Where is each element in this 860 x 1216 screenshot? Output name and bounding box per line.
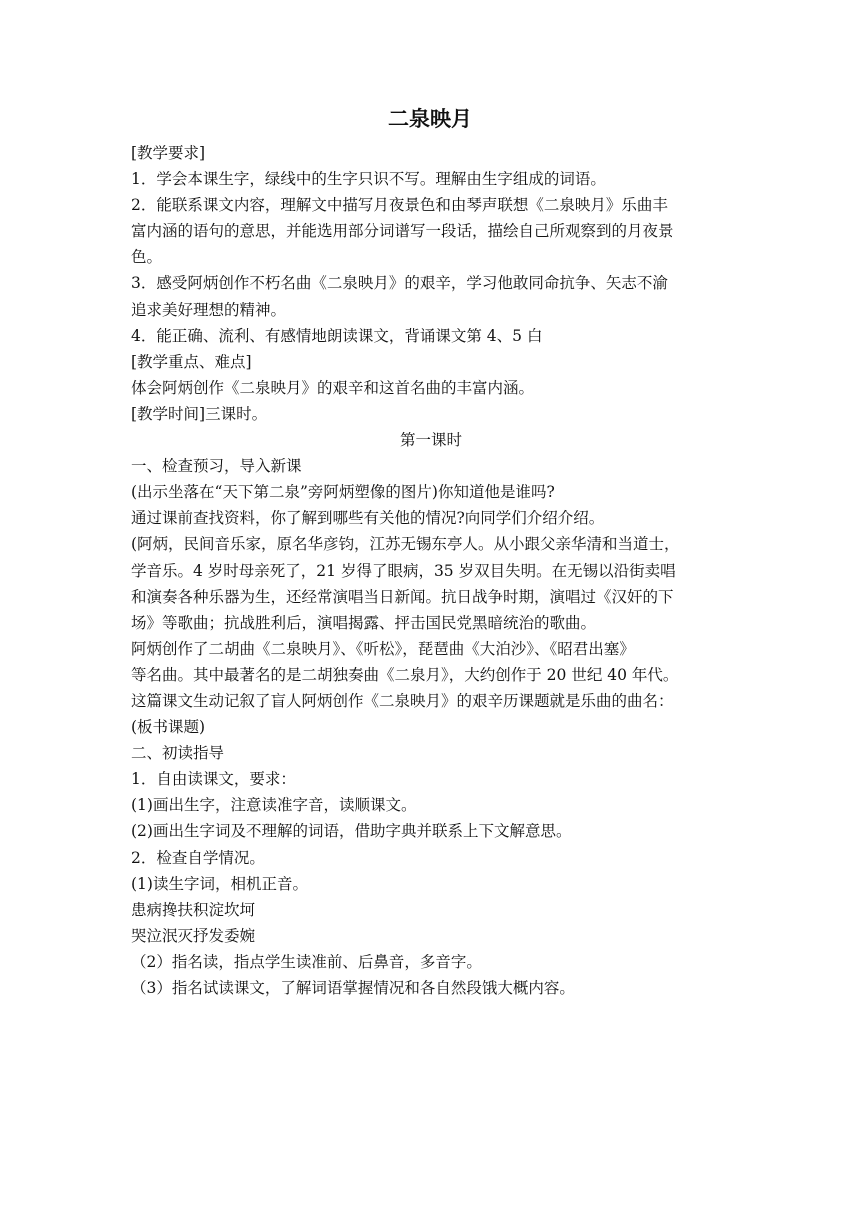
list-item: (1)画出生字，注意读准字音，读顺课文。 xyxy=(131,796,417,815)
list-item: （2）指名读，指点学生读准前、后鼻音，多音字。 xyxy=(131,952,482,971)
paragraph-line: 等名曲。其中最著名的是二胡独奏曲《二泉月》，大约创作于 20 世纪 40 年代。 xyxy=(131,665,679,684)
requirement-2-line-2: 富内涵的语句的意思，并能选用部分词谱写一段话，描绘自己所观察到的月夜景 xyxy=(131,222,674,241)
requirement-2-line-1: 2．能联系课文内容，理解文中描写月夜景色和由琴声联想《二泉映月》乐曲丰 xyxy=(131,196,668,215)
paragraph-line: (出示坐落在“天下第二泉”旁阿炳塑像的图片)你知道他是谁吗? xyxy=(131,483,555,502)
paragraph-line: 学音乐。4 岁时母亲死了，21 岁得了眼病，35 岁双目失明。在无锡以沿街卖唱 xyxy=(131,561,676,580)
step-1-heading: 一、检查预习，导入新课 xyxy=(131,457,302,476)
section-heading-key-points: [教学重点、难点] xyxy=(131,352,252,371)
requirement-2-line-3: 色。 xyxy=(131,248,163,267)
requirement-1: 1．学会本课生字，绿线中的生字只识不写。理解由生字组成的词语。 xyxy=(131,170,606,189)
section-heading-requirements: [教学要求] xyxy=(131,144,206,162)
key-points-text: 体会阿炳创作《二泉映月》的艰辛和这首名曲的丰富内涵。 xyxy=(131,378,535,397)
requirement-4: 4．能正确、流利、有感情地朗读课文，背诵课文第 4、5 白 xyxy=(131,326,543,345)
paragraph-line: (板书课题) xyxy=(131,718,206,737)
list-item: 2．检查自学情况。 xyxy=(131,848,265,867)
section-heading-time: [教学时间]三课时。 xyxy=(131,404,268,423)
list-item: 1．自由读课文，要求： xyxy=(131,770,296,789)
document-title: 二泉映月 xyxy=(388,107,472,131)
paragraph-line: 通过课前查找资料，你了解到哪些有关他的情况?向同学们介绍介绍。 xyxy=(131,509,605,528)
vocabulary-line-1: 患病搀扶积淀坎坷 xyxy=(131,900,256,919)
paragraph-line: 阿炳创作了二胡曲《二泉映月》、《听松》，琵琶曲《大泊沙》、《昭君出塞》 xyxy=(131,639,635,658)
requirement-3-line-2: 追求美好理想的精神。 xyxy=(131,300,287,319)
paragraph-line: 场》等歌曲；抗战胜利后，演唱揭露、抨击国民党黑暗统治的歌曲。 xyxy=(131,613,597,632)
vocabulary-line-2: 哭泣泯灭抒发委婉 xyxy=(131,926,256,945)
list-item: （3）指名试读课文，了解词语掌握情况和各自然段饿大概内容。 xyxy=(131,979,575,997)
paragraph-line: 和演奏各种乐器为生，还经常演唱当日新闻。抗日战争时期，演唱过《汉奸的下 xyxy=(131,587,674,606)
list-item: (1)读生字词，相机正音。 xyxy=(131,874,308,893)
paragraph-line: (阿炳，民间音乐家，原名华彦钧，江苏无锡东亭人。从小跟父亲华清和当道士， xyxy=(131,535,680,554)
step-2-heading: 二、初读指导 xyxy=(131,744,225,763)
paragraph-line: 这篇课文生动记叙了盲人阿炳创作《二泉映月》的艰辛历课题就是乐曲的曲名： xyxy=(131,691,674,710)
requirement-3-line-1: 3．感受阿炳创作不朽名曲《二泉映月》的艰辛，学习他敢同命抗争、矢志不渝 xyxy=(131,274,668,293)
lesson-heading: 第一课时 xyxy=(399,431,462,450)
document-body xyxy=(131,140,731,1001)
list-item: (2)画出生字词及不理解的词语，借助字典并联系上下文解意思。 xyxy=(131,822,572,841)
